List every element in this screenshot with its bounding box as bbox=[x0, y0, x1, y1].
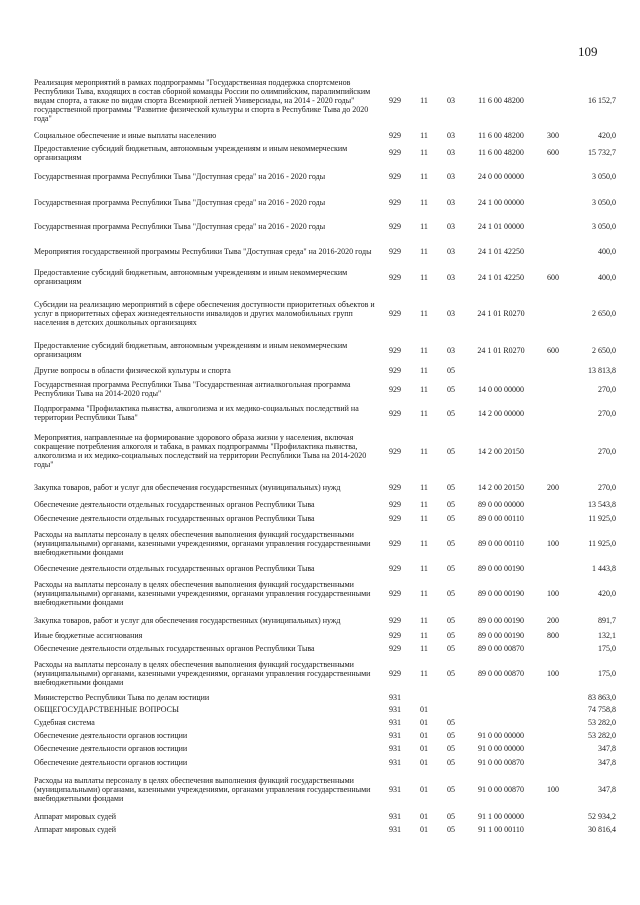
row-amount: 3 050,0 bbox=[592, 171, 616, 181]
row-expense-type-code bbox=[537, 363, 569, 378]
row-name: ОБЩЕГОСУДАРСТВЕННЫЕ ВОПРОСЫ bbox=[34, 705, 179, 714]
row-name: Другие вопросы в области физической культуры и спорта bbox=[34, 366, 231, 375]
table-row bbox=[34, 511, 616, 525]
row-target-article-code: 11 6 00 48200 bbox=[478, 95, 524, 105]
row-amount: 83 863,0 bbox=[588, 692, 616, 702]
row-expense-type-code bbox=[537, 716, 569, 729]
row-target-article-code: 91 0 00 00000 bbox=[478, 743, 524, 753]
row-target-article-code: 89 0 00 00190 bbox=[478, 563, 524, 573]
row-name: Расходы на выплаты персоналу в целях обеспечения выполнения функций государственными (муниципальными) органами, казенными учреждениями, органами управления государственными внебюджетными фондами bbox=[34, 659, 371, 687]
row-subsection-code: 03 bbox=[447, 131, 455, 140]
row-target-article-code: 24 1 00 00000 bbox=[478, 197, 524, 207]
row-expense-type-code: 200 bbox=[547, 482, 559, 492]
row-name: Предоставление субсидий бюджетным, автономным учреждениям и иным некоммерческим организациям bbox=[34, 341, 348, 359]
row-section-code: 11 bbox=[420, 308, 428, 318]
row-ved-code: 929 bbox=[389, 513, 401, 523]
row-ved-code: 931 bbox=[389, 784, 401, 794]
row-name: Обеспечение деятельности отдельных государственных органов Республики Тыва bbox=[34, 513, 315, 523]
row-target-article-code: 89 0 00 00110 bbox=[478, 513, 524, 523]
row-expense-type-code bbox=[537, 511, 569, 525]
table-row bbox=[34, 809, 616, 823]
row-ved-code: 929 bbox=[389, 631, 401, 640]
row-ved-code: 929 bbox=[389, 171, 401, 181]
row-expense-type-code bbox=[537, 755, 569, 769]
row-subsection-code: 05 bbox=[447, 513, 455, 523]
row-amount: 175,0 bbox=[598, 644, 616, 653]
table-row bbox=[34, 71, 616, 129]
row-ved-code: 929 bbox=[389, 246, 401, 256]
table-row bbox=[34, 629, 616, 642]
table-row bbox=[34, 163, 616, 189]
table-row bbox=[34, 426, 616, 476]
row-amount: 11 925,0 bbox=[588, 538, 616, 548]
row-section-code: 11 bbox=[420, 246, 428, 256]
row-expense-type-code bbox=[537, 215, 569, 237]
row-section-code bbox=[411, 691, 437, 703]
row-amount: 347,8 bbox=[598, 743, 616, 753]
row-name: Закупка товаров, работ и услуг для обеспечения государственных (муниципальных) нужд bbox=[34, 482, 341, 492]
row-section-code: 11 bbox=[420, 500, 428, 509]
row-subsection-code: 05 bbox=[447, 408, 455, 418]
row-amount: 13 543,8 bbox=[588, 500, 616, 509]
table-row bbox=[34, 611, 616, 629]
row-expense-type-code bbox=[537, 809, 569, 823]
row-target-article-code: 24 1 01 R0270 bbox=[477, 345, 525, 355]
row-section-code: 11 bbox=[420, 171, 428, 181]
row-name: Подпрограмма "Профилактика пьянства, алкоголизма и их медико-социальных последствий на территории Республики Тыва" bbox=[34, 404, 359, 422]
row-ved-code: 931 bbox=[389, 743, 401, 753]
table-row bbox=[34, 755, 616, 769]
row-subsection-code: 03 bbox=[447, 171, 455, 181]
table-row bbox=[34, 716, 616, 729]
row-subsection-code: 05 bbox=[447, 563, 455, 573]
row-section-code: 01 bbox=[420, 743, 428, 753]
row-name: Обеспечение деятельности отдельных государственных органов Республики Тыва bbox=[34, 644, 315, 653]
row-name: Обеспечение деятельности органов юстиции bbox=[34, 730, 188, 740]
row-subsection-code bbox=[437, 703, 465, 716]
row-ved-code: 929 bbox=[389, 308, 401, 318]
row-ved-code: 929 bbox=[389, 408, 401, 418]
row-amount: 347,8 bbox=[598, 784, 616, 794]
row-subsection-code: 05 bbox=[447, 446, 455, 456]
table-row bbox=[34, 525, 616, 561]
row-amount: 175,0 bbox=[598, 668, 616, 678]
row-amount: 400,0 bbox=[598, 246, 616, 256]
row-target-article-code bbox=[465, 691, 537, 703]
row-name: Мероприятия, направленные на формирование здорового образа жизни у населения, включая сокращение потребления алкоголя и табака, в рамках подпрограммы "Профилактика пьянства, алкоголизма и их медико-социальных последствий на территории Республики Тыва на 2014-2020 годы" bbox=[34, 433, 367, 469]
budget-table-body bbox=[34, 71, 616, 835]
table-row bbox=[34, 265, 616, 289]
row-ved-code: 929 bbox=[389, 345, 401, 355]
row-amount: 132,1 bbox=[598, 631, 616, 640]
row-expense-type-code bbox=[537, 823, 569, 835]
row-name: Обеспечение деятельности отдельных государственных органов Республики Тыва bbox=[34, 500, 315, 509]
row-section-code: 01 bbox=[420, 824, 428, 834]
row-section-code: 11 bbox=[420, 148, 428, 157]
row-name: Социальное обеспечение и иные выплаты населению bbox=[34, 131, 217, 140]
row-amount: 420,0 bbox=[598, 131, 616, 140]
row-ved-code: 929 bbox=[389, 221, 401, 231]
row-target-article-code: 89 0 00 00190 bbox=[478, 588, 524, 598]
row-amount: 30 816,4 bbox=[588, 824, 616, 834]
row-section-code: 11 bbox=[420, 588, 428, 598]
row-ved-code: 931 bbox=[389, 811, 401, 821]
row-subsection-code: 03 bbox=[447, 308, 455, 318]
row-amount: 270,0 bbox=[598, 408, 616, 418]
row-target-article-code: 24 0 00 00000 bbox=[478, 171, 524, 181]
row-section-code: 01 bbox=[420, 718, 428, 727]
row-subsection-code: 03 bbox=[447, 246, 455, 256]
row-section-code: 11 bbox=[420, 272, 428, 282]
table-row bbox=[34, 289, 616, 337]
row-name: Государственная программа Республики Тыва "Государственная антиалкогольная программа Республики Тыва на 2014-2020 годы" bbox=[34, 380, 351, 398]
row-subsection-code: 05 bbox=[447, 784, 455, 794]
row-name: Расходы на выплаты персоналу в целях обеспечения выполнения функций государственными (муниципальными) органами, казенными учреждениями, органами управления государственными внебюджетными фондами bbox=[34, 775, 371, 803]
row-ved-code: 929 bbox=[389, 668, 401, 678]
row-ved-code: 929 bbox=[389, 446, 401, 456]
row-name: Мероприятия государственной программы Республики Тыва "Доступная среда" на 2016-2020 годы bbox=[34, 246, 372, 256]
row-subsection-code: 05 bbox=[447, 757, 455, 767]
row-expense-type-code bbox=[537, 237, 569, 265]
row-target-article-code: 89 0 00 00000 bbox=[478, 500, 524, 509]
row-name: Обеспечение деятельности отдельных государственных органов Республики Тыва bbox=[34, 563, 315, 573]
row-ved-code: 929 bbox=[389, 563, 401, 573]
row-subsection-code: 05 bbox=[447, 644, 455, 653]
table-row bbox=[34, 823, 616, 835]
row-name: Предоставление субсидий бюджетным, автономным учреждениям и иным некоммерческим организациям bbox=[34, 143, 348, 162]
row-section-code: 11 bbox=[420, 384, 428, 394]
row-expense-type-code bbox=[537, 71, 569, 129]
row-section-code: 11 bbox=[420, 482, 428, 492]
table-row bbox=[34, 189, 616, 215]
row-ved-code: 931 bbox=[389, 730, 401, 740]
row-section-code: 11 bbox=[420, 131, 428, 140]
row-name: Обеспечение деятельности органов юстиции bbox=[34, 743, 188, 753]
row-ved-code: 929 bbox=[389, 538, 401, 548]
row-target-article-code: 11 6 00 48200 bbox=[478, 148, 524, 157]
row-section-code: 11 bbox=[420, 538, 428, 548]
row-expense-type-code bbox=[537, 498, 569, 511]
row-subsection-code: 05 bbox=[447, 366, 455, 375]
row-amount: 3 050,0 bbox=[592, 221, 616, 231]
row-subsection-code: 05 bbox=[447, 538, 455, 548]
row-target-article-code: 91 0 00 00870 bbox=[478, 784, 524, 794]
row-section-code: 11 bbox=[420, 221, 428, 231]
row-subsection-code: 03 bbox=[447, 221, 455, 231]
table-row bbox=[34, 378, 616, 400]
row-subsection-code: 03 bbox=[447, 95, 455, 105]
row-amount: 2 650,0 bbox=[592, 308, 616, 318]
row-ved-code: 929 bbox=[389, 482, 401, 492]
row-section-code: 01 bbox=[420, 730, 428, 740]
row-target-article-code: 14 2 00 00000 bbox=[478, 408, 524, 418]
table-row bbox=[34, 142, 616, 163]
table-row bbox=[34, 337, 616, 363]
row-ved-code: 929 bbox=[389, 197, 401, 207]
row-name: Иные бюджетные ассигнования bbox=[34, 631, 143, 640]
row-subsection-code: 05 bbox=[447, 500, 455, 509]
row-target-article-code: 89 0 00 00190 bbox=[478, 631, 524, 640]
row-amount: 53 282,0 bbox=[588, 730, 616, 740]
row-subsection-code: 05 bbox=[447, 811, 455, 821]
row-expense-type-code bbox=[537, 400, 569, 426]
row-section-code: 11 bbox=[420, 95, 428, 105]
row-expense-type-code: 600 bbox=[547, 345, 559, 355]
row-target-article-code: 91 0 00 00000 bbox=[478, 730, 524, 740]
row-expense-type-code bbox=[537, 289, 569, 337]
row-ved-code: 929 bbox=[389, 272, 401, 282]
row-target-article-code: 89 0 00 00870 bbox=[478, 668, 524, 678]
row-expense-type-code bbox=[537, 703, 569, 716]
row-target-article-code: 14 2 00 20150 bbox=[478, 482, 524, 492]
row-name: Государственная программа Республики Тыва "Доступная среда" на 2016 - 2020 годы bbox=[34, 221, 326, 231]
table-row bbox=[34, 741, 616, 755]
row-subsection-code: 03 bbox=[447, 197, 455, 207]
row-name: Расходы на выплаты персоналу в целях обеспечения выполнения функций государственными (муниципальными) органами, казенными учреждениями, органами управления государственными внебюджетными фондами bbox=[34, 529, 371, 557]
row-target-article-code: 89 0 00 00110 bbox=[478, 538, 524, 548]
row-amount: 1 443,8 bbox=[592, 563, 616, 573]
row-ved-code: 929 bbox=[389, 95, 401, 105]
row-amount: 3 050,0 bbox=[592, 197, 616, 207]
row-section-code: 01 bbox=[420, 811, 428, 821]
row-name: Субсидии на реализацию мероприятий в сфере обеспечения доступности приоритетных объектов и услуг в приоритетных сферах жизнедеятельности инвалидов и других маломобильных групп населения в детских дошкольных организациях bbox=[34, 299, 375, 327]
row-section-code: 11 bbox=[420, 668, 428, 678]
row-target-article-code: 91 0 00 00870 bbox=[478, 757, 524, 767]
row-target-article-code: 91 1 00 00110 bbox=[478, 824, 524, 834]
row-ved-code: 929 bbox=[389, 644, 401, 653]
table-row bbox=[34, 769, 616, 809]
row-ved-code: 929 bbox=[389, 615, 401, 625]
row-name: Обеспечение деятельности органов юстиции bbox=[34, 757, 188, 767]
row-amount: 2 650,0 bbox=[592, 345, 616, 355]
row-section-code: 01 bbox=[420, 705, 428, 714]
row-ved-code: 931 bbox=[389, 692, 401, 702]
row-section-code: 11 bbox=[420, 644, 428, 653]
row-expense-type-code: 100 bbox=[547, 784, 559, 794]
row-expense-type-code: 300 bbox=[547, 131, 559, 140]
row-subsection-code: 05 bbox=[447, 588, 455, 598]
row-subsection-code: 05 bbox=[447, 743, 455, 753]
row-name: Государственная программа Республики Тыва "Доступная среда" на 2016 - 2020 годы bbox=[34, 171, 326, 181]
row-amount: 53 282,0 bbox=[588, 718, 616, 727]
row-ved-code: 929 bbox=[389, 366, 401, 375]
row-target-article-code bbox=[465, 703, 537, 716]
table-row bbox=[34, 363, 616, 378]
row-amount: 420,0 bbox=[598, 588, 616, 598]
row-amount: 347,8 bbox=[598, 757, 616, 767]
row-target-article-code: 89 0 00 00870 bbox=[478, 644, 524, 653]
row-subsection-code: 03 bbox=[447, 345, 455, 355]
table-row bbox=[34, 575, 616, 611]
table-row bbox=[34, 729, 616, 741]
row-name: Аппарат мировых судей bbox=[34, 824, 117, 834]
row-expense-type-code bbox=[537, 729, 569, 741]
table-row bbox=[34, 691, 616, 703]
row-expense-type-code bbox=[537, 561, 569, 575]
row-subsection-code: 03 bbox=[447, 272, 455, 282]
row-section-code: 11 bbox=[420, 197, 428, 207]
row-target-article-code: 89 0 00 00190 bbox=[478, 615, 524, 625]
row-amount: 400,0 bbox=[598, 272, 616, 282]
row-amount: 11 925,0 bbox=[588, 513, 616, 523]
row-name: Закупка товаров, работ и услуг для обеспечения государственных (муниципальных) нужд bbox=[34, 615, 341, 625]
row-target-article-code: 11 6 00 48200 bbox=[478, 131, 524, 140]
row-ved-code: 931 bbox=[389, 757, 401, 767]
row-ved-code: 929 bbox=[389, 500, 401, 509]
row-name: Расходы на выплаты персоналу в целях обеспечения выполнения функций государственными (муниципальными) органами, казенными учреждениями, органами управления государственными внебюджетными фондами bbox=[34, 579, 371, 607]
row-subsection-code bbox=[437, 691, 465, 703]
row-ved-code: 931 bbox=[389, 824, 401, 834]
row-target-article-code: 14 0 00 00000 bbox=[478, 384, 524, 394]
row-ved-code: 929 bbox=[389, 588, 401, 598]
table-row bbox=[34, 642, 616, 655]
row-target-article-code bbox=[465, 716, 537, 729]
row-expense-type-code: 200 bbox=[547, 615, 559, 625]
row-target-article-code: 24 1 01 00000 bbox=[478, 221, 524, 231]
row-expense-type-code bbox=[537, 189, 569, 215]
row-subsection-code: 05 bbox=[447, 384, 455, 394]
row-target-article-code: 91 1 00 00000 bbox=[478, 811, 524, 821]
row-amount: 74 758,8 bbox=[588, 705, 616, 714]
row-section-code: 11 bbox=[420, 366, 428, 375]
row-amount: 15 732,7 bbox=[588, 148, 616, 157]
row-amount: 891,7 bbox=[598, 615, 616, 625]
row-target-article-code: 24 1 01 42250 bbox=[478, 272, 524, 282]
budget-table bbox=[34, 71, 616, 835]
table-row bbox=[34, 215, 616, 237]
row-section-code: 11 bbox=[420, 513, 428, 523]
row-ved-code: 929 bbox=[389, 384, 401, 394]
row-expense-type-code: 800 bbox=[547, 631, 559, 640]
row-expense-type-code: 100 bbox=[547, 668, 559, 678]
row-target-article-code: 24 1 01 R0270 bbox=[477, 308, 525, 318]
page-number: 109 bbox=[578, 44, 598, 59]
row-name: Государственная программа Республики Тыва "Доступная среда" на 2016 - 2020 годы bbox=[34, 197, 326, 207]
table-row bbox=[34, 237, 616, 265]
row-target-article-code: 14 2 00 20150 bbox=[478, 446, 524, 456]
row-amount: 13 813,8 bbox=[588, 366, 616, 375]
row-target-article-code bbox=[465, 363, 537, 378]
row-amount: 270,0 bbox=[598, 384, 616, 394]
row-section-code: 11 bbox=[420, 446, 428, 456]
row-expense-type-code bbox=[537, 691, 569, 703]
row-expense-type-code bbox=[537, 741, 569, 755]
row-section-code: 11 bbox=[420, 563, 428, 573]
row-subsection-code: 05 bbox=[447, 482, 455, 492]
row-expense-type-code bbox=[537, 378, 569, 400]
row-name: Предоставление субсидий бюджетным, автономным учреждениям и иным некоммерческим организациям bbox=[34, 268, 348, 286]
row-amount: 270,0 bbox=[598, 482, 616, 492]
row-subsection-code: 05 bbox=[447, 730, 455, 740]
row-expense-type-code: 600 bbox=[547, 272, 559, 282]
table-row bbox=[34, 476, 616, 498]
table-row bbox=[34, 655, 616, 691]
row-expense-type-code: 600 bbox=[547, 148, 559, 157]
row-section-code: 11 bbox=[420, 631, 428, 640]
table-row bbox=[34, 400, 616, 426]
row-amount: 52 934,2 bbox=[588, 811, 616, 821]
row-expense-type-code: 100 bbox=[547, 538, 559, 548]
row-subsection-code: 05 bbox=[447, 824, 455, 834]
row-subsection-code: 03 bbox=[447, 148, 455, 157]
row-subsection-code: 05 bbox=[447, 631, 455, 640]
row-section-code: 11 bbox=[420, 408, 428, 418]
row-name: Министерство Республики Тыва по делам юстиции bbox=[34, 692, 210, 702]
row-section-code: 11 bbox=[420, 345, 428, 355]
row-section-code: 01 bbox=[420, 757, 428, 767]
table-row bbox=[34, 703, 616, 716]
row-expense-type-code bbox=[537, 642, 569, 655]
row-subsection-code: 05 bbox=[447, 668, 455, 678]
row-expense-type-code: 100 bbox=[547, 588, 559, 598]
row-subsection-code: 05 bbox=[447, 718, 455, 727]
row-subsection-code: 05 bbox=[447, 615, 455, 625]
row-target-article-code: 24 1 01 42250 bbox=[478, 246, 524, 256]
row-expense-type-code bbox=[537, 163, 569, 189]
row-amount: 16 152,7 bbox=[588, 95, 616, 105]
row-amount: 270,0 bbox=[598, 446, 616, 456]
table-row bbox=[34, 561, 616, 575]
row-expense-type-code bbox=[537, 426, 569, 476]
row-name: Судебная система bbox=[34, 718, 95, 727]
row-name: Реализация мероприятий в рамках подпрограммы "Государственная поддержка спортсменов Республики Тыва, входящих в состав сборной команды России по олимпийским, паралимпийским видам спорта, а также по видам спорта Всемирной летней Универсиады, на 2014 - 2020 годы" государственной программы "Развитие физической культуры и спорта в Республике Тыва до 2020 года" bbox=[34, 77, 371, 123]
row-name: Аппарат мировых судей bbox=[34, 811, 117, 821]
table-row bbox=[34, 498, 616, 511]
table-row bbox=[34, 129, 616, 142]
row-ved-code: 929 bbox=[389, 131, 401, 140]
row-ved-code: 931 bbox=[389, 705, 401, 714]
row-section-code: 01 bbox=[420, 784, 428, 794]
row-section-code: 11 bbox=[420, 615, 428, 625]
row-ved-code: 929 bbox=[389, 148, 401, 157]
row-ved-code: 931 bbox=[389, 718, 401, 727]
